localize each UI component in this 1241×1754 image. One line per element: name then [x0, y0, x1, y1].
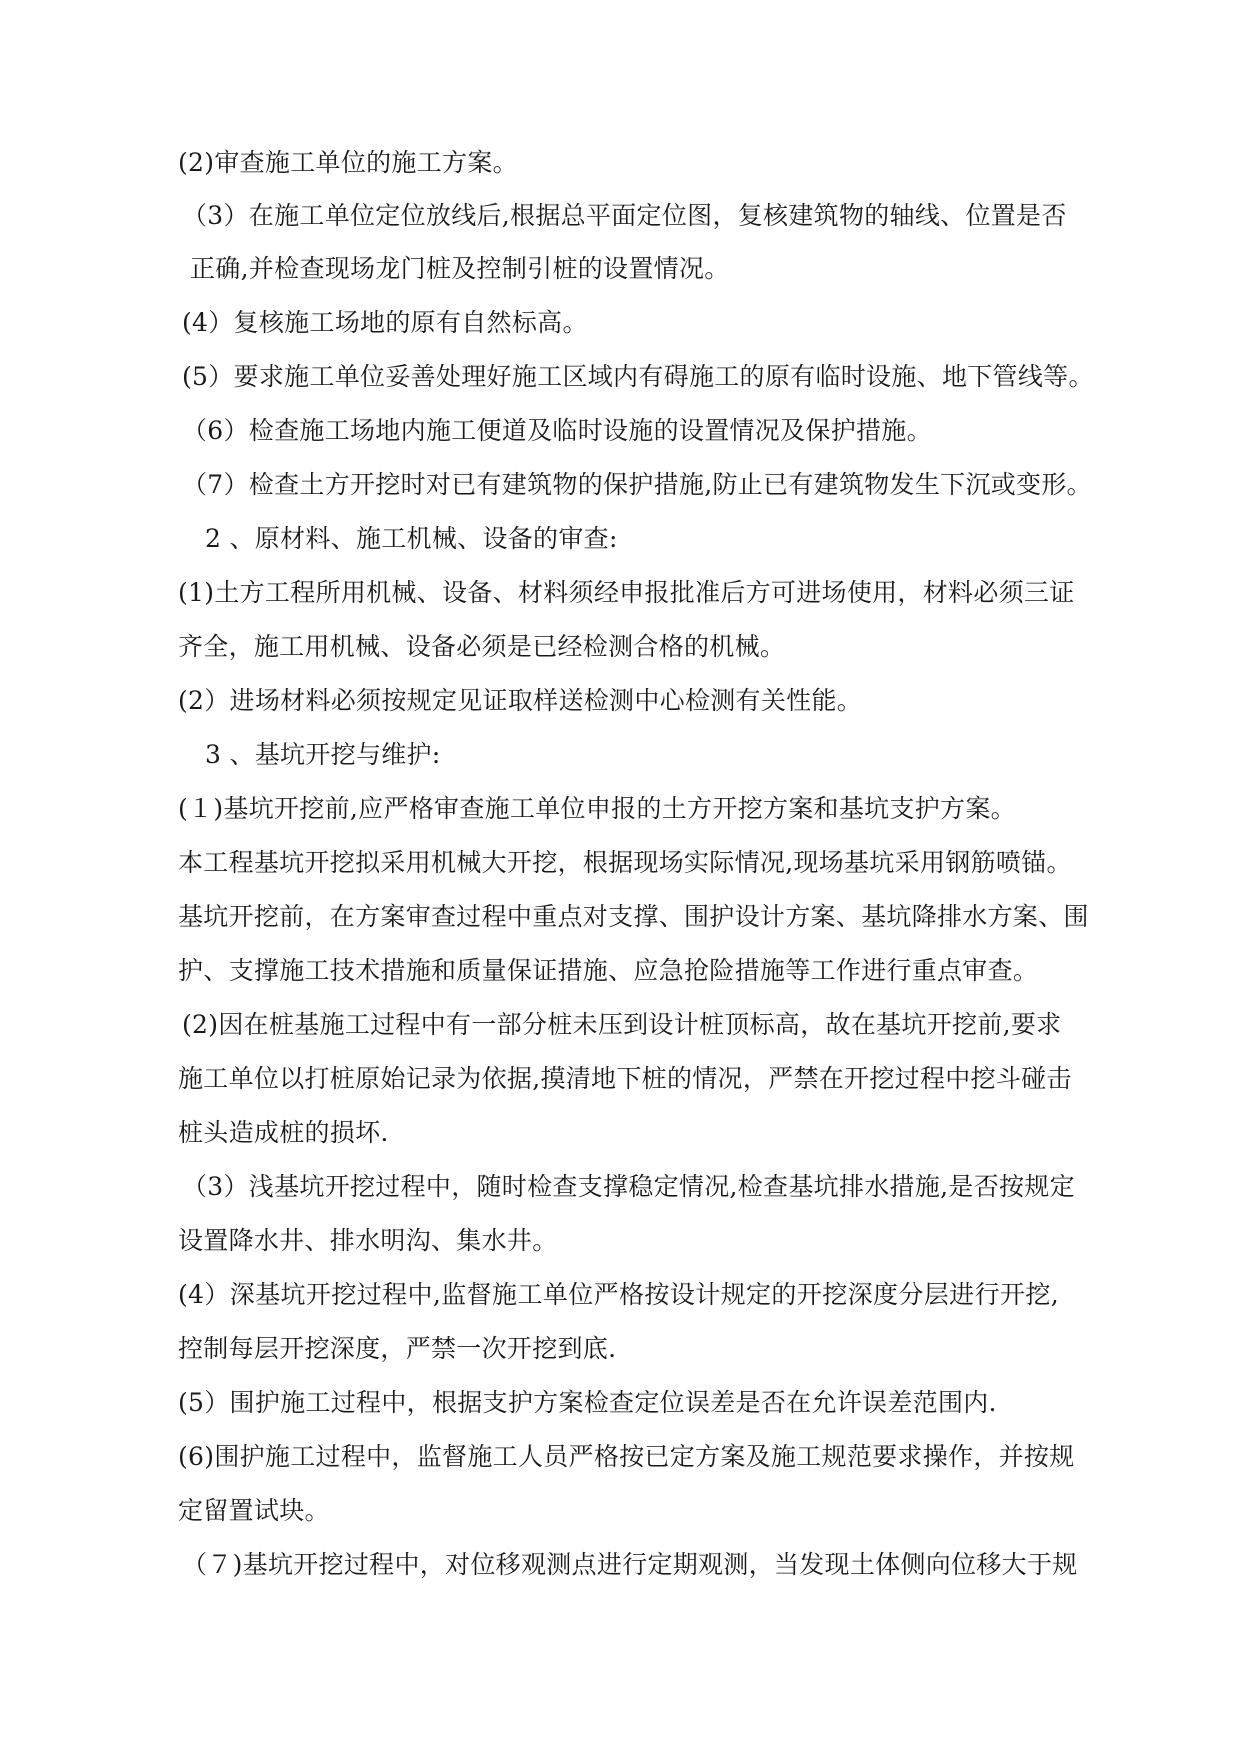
text-line: (4）深基坑开挖过程中,监督施工单位严格按设计规定的开挖深度分层进行开挖,: [178, 1280, 1059, 1309]
text-line: 3 、基坑开挖与维护:: [205, 740, 441, 769]
text-line: (1)土方工程所用机械、设备、材料须经申报批准后方可进场使用，材料必须三证: [178, 578, 1075, 607]
text-line: (１)基坑开挖前,应严格审查施工单位申报的土方开挖方案和基坑支护方案。: [178, 794, 1016, 823]
text-line: （3）在施工单位定位放线后,根据总平面定位图，复核建筑物的轴线、位置是否: [182, 201, 1067, 230]
text-line: (4）复核施工场地的原有自然标高。: [182, 308, 588, 337]
text-line: 本工程基坑开挖拟采用机械大开挖，根据现场实际情况,现场基坑采用钢筋喷锚。: [178, 848, 1072, 877]
text-line: （７)基坑开挖过程中，对位移观测点进行定期观测，当发现土体侧向位移大于规: [182, 1550, 1078, 1579]
text-line: （7）检查土方开挖时对已有建筑物的保护措施,防止已有建筑物发生下沉或变形。: [182, 470, 1092, 499]
text-line: （3）浅基坑开挖过程中，随时检查支撑稳定情况,检查基坑排水措施,是否按规定: [182, 1172, 1075, 1201]
text-line: 施工单位以打桩原始记录为依据,摸清地下桩的情况，严禁在开挖过程中挖斗碰击: [178, 1064, 1072, 1093]
text-line: 控制每层开挖深度，严禁一次开挖到底.: [178, 1334, 617, 1363]
text-line: （6）检查施工场地内施工便道及临时设施的设置情况及保护措施。: [182, 416, 932, 445]
text-line: 设置降水井、排水明沟、集水井。: [178, 1226, 558, 1255]
text-line: (2)因在桩基施工过程中有一部分桩未压到设计桩顶标高，故在基坑开挖前,要求: [182, 1010, 1062, 1039]
text-line: (6)围护施工过程中，监督施工人员严格按已定方案及施工规范要求操作，并按规: [178, 1442, 1075, 1471]
text-line: (2）进场材料必须按规定见证取样送检测中心检测有关性能。: [178, 686, 863, 715]
text-line: 桩头造成桩的损坏.: [178, 1118, 389, 1147]
text-line: 齐全，施工用机械、设备必须是已经检测合格的机械。: [178, 632, 786, 661]
text-line: (5）围护施工过程中，根据支护方案检查定位误差是否在允许误差范围内.: [178, 1388, 997, 1417]
text-line: 护、支撑施工技术措施和质量保证措施、应急抢险措施等工作进行重点审查。: [178, 956, 1039, 985]
text-line: 正确,并检查现场龙门桩及控制引桩的设置情况。: [190, 254, 730, 283]
text-line: 基坑开挖前，在方案审查过程中重点对支撑、围护设计方案、基坑降排水方案、围: [178, 902, 1089, 931]
text-line: (2)审查施工单位的施工方案。: [178, 148, 518, 177]
text-line: 2 、原材料、施工机械、设备的审查:: [205, 524, 618, 553]
text-line: 定留置试块。: [178, 1496, 330, 1525]
text-line: (5）要求施工单位妥善处理好施工区域内有碍施工的原有临时设施、地下管线等。: [182, 362, 1094, 391]
